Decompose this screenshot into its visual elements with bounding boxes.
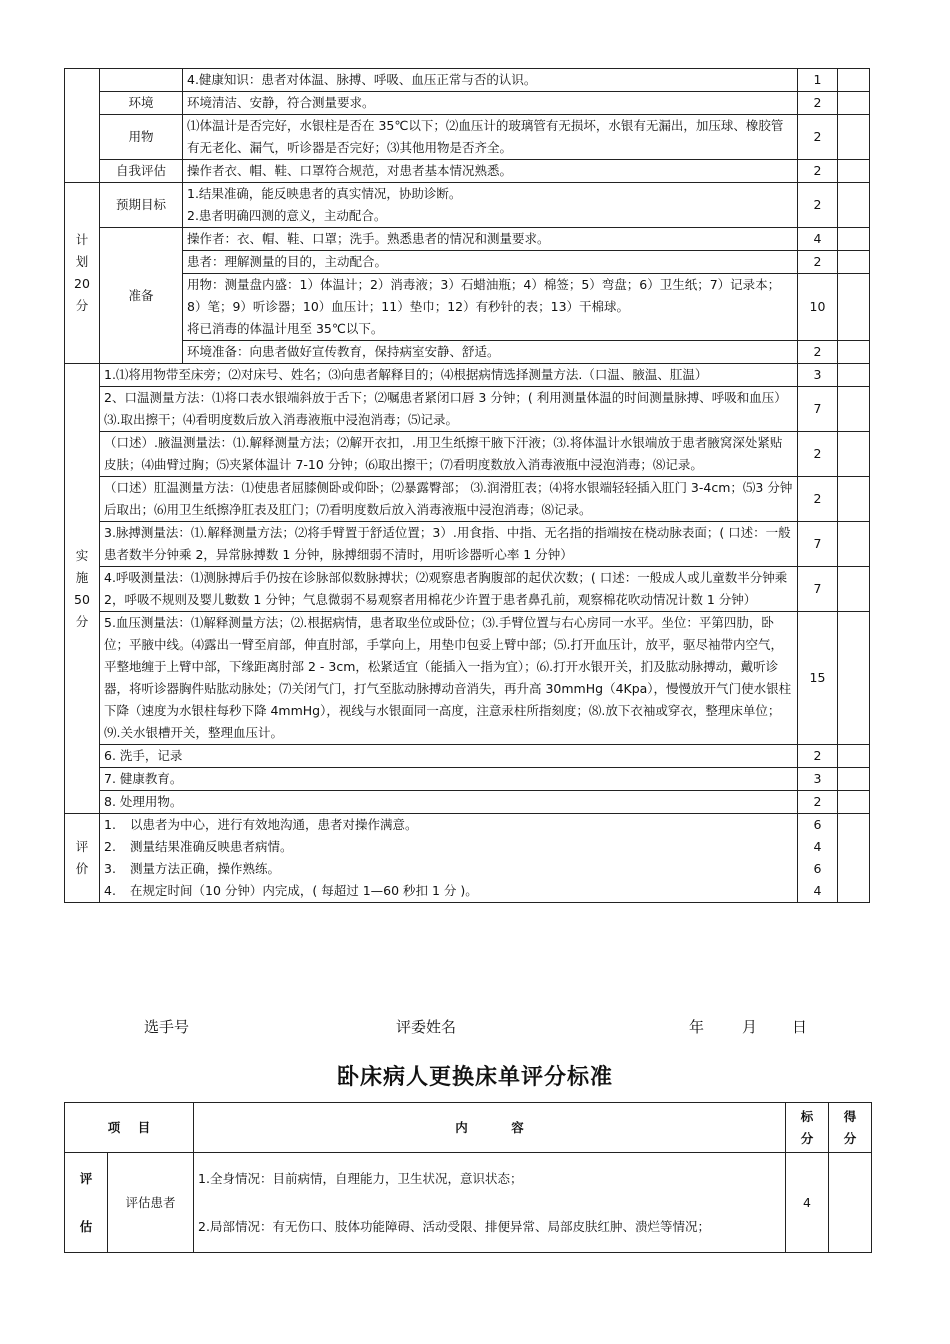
signature-line bbox=[0, 1016, 950, 1040]
got-score-cell[interactable] bbox=[838, 183, 870, 228]
got-score-cell[interactable] bbox=[838, 387, 870, 432]
item-cell bbox=[100, 69, 183, 92]
vital-signs-score-table bbox=[64, 68, 870, 903]
page-title: 卧床病人更换床单评分标准 bbox=[336, 1065, 613, 1090]
content-cell: 1.⑴将用物带至床旁；⑵对床号、姓名；⑶向患者解释目的；⑷根据病情选择测量方法.（口温、腋温、肛温） bbox=[100, 364, 798, 387]
got-score-cell[interactable] bbox=[838, 522, 870, 567]
got-score-cell[interactable] bbox=[838, 160, 870, 183]
table-row bbox=[65, 251, 870, 274]
score-cell: 2 bbox=[798, 341, 838, 364]
judge-name-label: 评委姓名 bbox=[396, 1018, 457, 1036]
table-header-row bbox=[65, 1103, 872, 1153]
score-cell: 6 4 6 4 bbox=[798, 814, 838, 903]
score-cell: 2 bbox=[798, 251, 838, 274]
content-cell: 7. 健康教育。 bbox=[100, 768, 798, 791]
table-row bbox=[65, 92, 870, 115]
content-cell: 6. 洗手，记录 bbox=[100, 745, 798, 768]
got-score-cell[interactable] bbox=[838, 274, 870, 341]
content-cell: 操作者：衣、帽、鞋、口罩；洗手。熟悉患者的情况和测量要求。 bbox=[183, 228, 798, 251]
table-row bbox=[65, 274, 870, 341]
score-cell: 7 bbox=[798, 522, 838, 567]
header-item: 项 目 bbox=[65, 1103, 194, 1153]
year-label: 年 bbox=[689, 1018, 705, 1036]
got-score-cell[interactable] bbox=[838, 251, 870, 274]
table-row bbox=[65, 364, 870, 387]
score-cell: 4 bbox=[798, 228, 838, 251]
header-got-score: 得 分 bbox=[829, 1103, 872, 1153]
header-content: 内 容 bbox=[194, 1103, 786, 1153]
section-cell-blank bbox=[65, 69, 100, 183]
section-implement: 实 施 50 分 bbox=[65, 364, 100, 814]
content-cell: （口述）肛温测量方法：⑴使患者屈膝侧卧或仰卧；⑵暴露臀部； ⑶.润滑肛表；⑷将水银端轻轻插入肛门 3-4cm；⑸3 分钟后取出；⑹用卫生纸擦净肛表及肛门；⑺看明度数后放入消毒液瓶中浸泡消毒；⑻记录。 bbox=[100, 477, 798, 522]
got-score-cell[interactable] bbox=[838, 477, 870, 522]
table-row bbox=[65, 612, 870, 745]
item-cell-prep: 准备 bbox=[100, 228, 183, 364]
score-cell: 3 bbox=[798, 768, 838, 791]
got-score-cell[interactable] bbox=[838, 791, 870, 814]
score-cell: 7 bbox=[798, 567, 838, 612]
content-cell: 患者：理解测量的目的，主动配合。 bbox=[183, 251, 798, 274]
score-cell: 2 bbox=[798, 477, 838, 522]
score-cell: 10 bbox=[798, 274, 838, 341]
content-cell: 8. 处理用物。 bbox=[100, 791, 798, 814]
content-cell: 1.全身情况：目前病情，自理能力，卫生状况，意识状态； 2.局部情况：有无伤口、肢体功能障碍、活动受限、排便异常、局部皮肤红肿、溃烂等情况； bbox=[194, 1153, 786, 1253]
got-score-cell[interactable] bbox=[838, 69, 870, 92]
content-cell: ⑴体温计是否完好，水银柱是否在 35℃以下；⑵血压计的玻璃管有无损坏，水银有无漏出，加压球、橡胶管有无老化、漏气，听诊器是否完好；⑶其他用物是否齐全。 bbox=[183, 115, 798, 160]
got-score-cell[interactable] bbox=[838, 768, 870, 791]
content-cell: 1.结果准确，能反映患者的真实情况，协助诊断。 2.患者明确四测的意义，主动配合。 bbox=[183, 183, 798, 228]
section-evaluate: 评 估 bbox=[65, 1153, 108, 1253]
item-cell: 用物 bbox=[100, 115, 183, 160]
score-cell: 1 bbox=[798, 69, 838, 92]
table-row bbox=[65, 160, 870, 183]
item-cell: 评估患者 bbox=[108, 1153, 194, 1253]
got-score-cell[interactable] bbox=[838, 814, 870, 903]
content-cell: 用物：测量盘内盛：1）体温计；2）消毒液；3）石蜡油瓶；4）棉签；5）弯盘；6）卫生纸；7）记录本；8）笔；9）听诊器；10）血压计；11）垫巾；12）有秒针的表；13）干棉球。 将已消毒的体温计甩至 35℃以下。 bbox=[183, 274, 798, 341]
table-row bbox=[65, 567, 870, 612]
content-cell: 4.呼吸测量法：⑴测脉搏后手仍按在诊脉部似数脉搏状；⑵观察患者胸腹部的起伏次数；( 口述：一般成人或儿童数半分钟乘 2，呼吸不规则及婴儿數数 1 分钟；气息微弱不易观察者用棉花少许置于患者鼻孔前，观察棉花吹动情况计数 1 分钟） bbox=[100, 567, 798, 612]
score-cell: 2 bbox=[798, 432, 838, 477]
got-score-cell[interactable] bbox=[838, 341, 870, 364]
score-cell: 15 bbox=[798, 612, 838, 745]
score-cell: 2 bbox=[798, 92, 838, 115]
month-label: 月 bbox=[742, 1018, 758, 1036]
table-row bbox=[65, 69, 870, 92]
got-score-cell[interactable] bbox=[838, 115, 870, 160]
content-cell: 环境清洁、安静，符合测量要求。 bbox=[183, 92, 798, 115]
table-row bbox=[65, 1153, 872, 1253]
got-score-cell[interactable] bbox=[838, 92, 870, 115]
table-row bbox=[65, 115, 870, 160]
score-cell: 2 bbox=[798, 183, 838, 228]
table-row bbox=[65, 341, 870, 364]
score-cell: 2 bbox=[798, 160, 838, 183]
got-score-cell[interactable] bbox=[838, 745, 870, 768]
got-score-cell[interactable] bbox=[829, 1153, 872, 1253]
item-cell-goal: 预期目标 bbox=[100, 183, 183, 228]
score-cell: 3 bbox=[798, 364, 838, 387]
header-score: 标 分 bbox=[786, 1103, 829, 1153]
table-row bbox=[65, 477, 870, 522]
table-row bbox=[65, 183, 870, 228]
got-score-cell[interactable] bbox=[838, 432, 870, 477]
table-row bbox=[65, 228, 870, 251]
got-score-cell[interactable] bbox=[838, 612, 870, 745]
score-cell: 4 bbox=[786, 1153, 829, 1253]
content-cell: 1. 以患者为中心，进行有效地沟通，患者对操作满意。 2. 测量结果准确反映患者病情。 3. 测量方法正确，操作熟练。 4. 在规定时间（10 分钟）内完成，( 每超过 1—60 秒扣 1 分 )。 bbox=[100, 814, 798, 903]
content-cell: 2、口温测量方法：⑴将口表水银端斜放于舌下；⑵嘱患者紧闭口唇 3 分钟；( 利用测量体温的时间测量脉搏、呼吸和血压）⑶.取出擦干；⑷看明度数后放入消毒液瓶中浸泡消毒；⑸记录。 bbox=[100, 387, 798, 432]
got-score-cell[interactable] bbox=[838, 567, 870, 612]
score-cell: 2 bbox=[798, 791, 838, 814]
content-cell: 4.健康知识：患者对体温、脉搏、呼吸、血压正常与否的认识。 bbox=[183, 69, 798, 92]
content-cell: 5.血压测量法：⑴解释测量方法；⑵.根据病情，患者取坐位或卧位；⑶.手臂位置与右心房同一水平。坐位：平第四肋，卧位；平腋中线。⑷露出一臂至肩部，伸直肘部，手掌向上，用垫巾包妥上臂中部；⑸.打开血压计，放平，驱尽袖带内空气，平整地缠于上臂中部，下缘距离肘部 2 - 3cm，松紧适宜（能插入一指为宜）；⑹.打开水银开关，扪及肱动脉搏动，戴听诊器，将听诊器胸件贴肱动脉处；⑺关闭气门，打气至肱动脉搏动音消失，再升高 30mmHg（4Kpa），慢慢放开气门使水银柱下降（速度为水银柱每秒下降 4mmHg），视线与水银面同一高度，注意汞柱所指刻度；⑻.放下衣袖或穿衣，整理床单位；⑼.关水银槽开关，整理血压计。 bbox=[100, 612, 798, 745]
item-cell: 自我评估 bbox=[100, 160, 183, 183]
table-row bbox=[65, 791, 870, 814]
content-cell: 环境准备：向患者做好宣传教育，保持病室安静、舒适。 bbox=[183, 341, 798, 364]
bed-change-score-table bbox=[64, 1102, 872, 1253]
player-number-label: 选手号 bbox=[144, 1018, 190, 1036]
item-cell: 环境 bbox=[100, 92, 183, 115]
table-row bbox=[65, 745, 870, 768]
score-cell: 2 bbox=[798, 115, 838, 160]
section-plan: 计 划 20 分 bbox=[65, 183, 100, 364]
content-cell: （口述）.腋温测量法：⑴.解释测量方法；⑵解开衣扣，.用卫生纸擦干腋下汗液；⑶.将体温计水银端放于患者腋窝深处紧贴皮肤；⑷曲臂过胸；⑸夹紧体温计 7-10 分钟；⑹取出擦干；⑺看明度数放入消毒液瓶中浸泡消毒；⑻记录。 bbox=[100, 432, 798, 477]
table-row bbox=[65, 522, 870, 567]
got-score-cell[interactable] bbox=[838, 364, 870, 387]
table-row bbox=[65, 387, 870, 432]
got-score-cell[interactable] bbox=[838, 228, 870, 251]
section-evaluate: 评 价 bbox=[65, 814, 100, 903]
table-row bbox=[65, 768, 870, 791]
score-cell: 7 bbox=[798, 387, 838, 432]
content-cell: 3.脉搏测量法：⑴.解释测量方法；⑵将手臂置于舒适位置；3）.用食指、中指、无名指的指端按在桡动脉表面；( 口述：一般患者数半分钟乘 2，异常脉搏数 1 分钟，脉搏细弱不清时，用听诊器听心率 1 分钟） bbox=[100, 522, 798, 567]
table-row bbox=[65, 432, 870, 477]
score-cell: 2 bbox=[798, 745, 838, 768]
day-label: 日 bbox=[792, 1018, 808, 1036]
content-cell: 操作者衣、帽、鞋、口罩符合规范，对患者基本情况熟悉。 bbox=[183, 160, 798, 183]
table-row bbox=[65, 814, 870, 903]
